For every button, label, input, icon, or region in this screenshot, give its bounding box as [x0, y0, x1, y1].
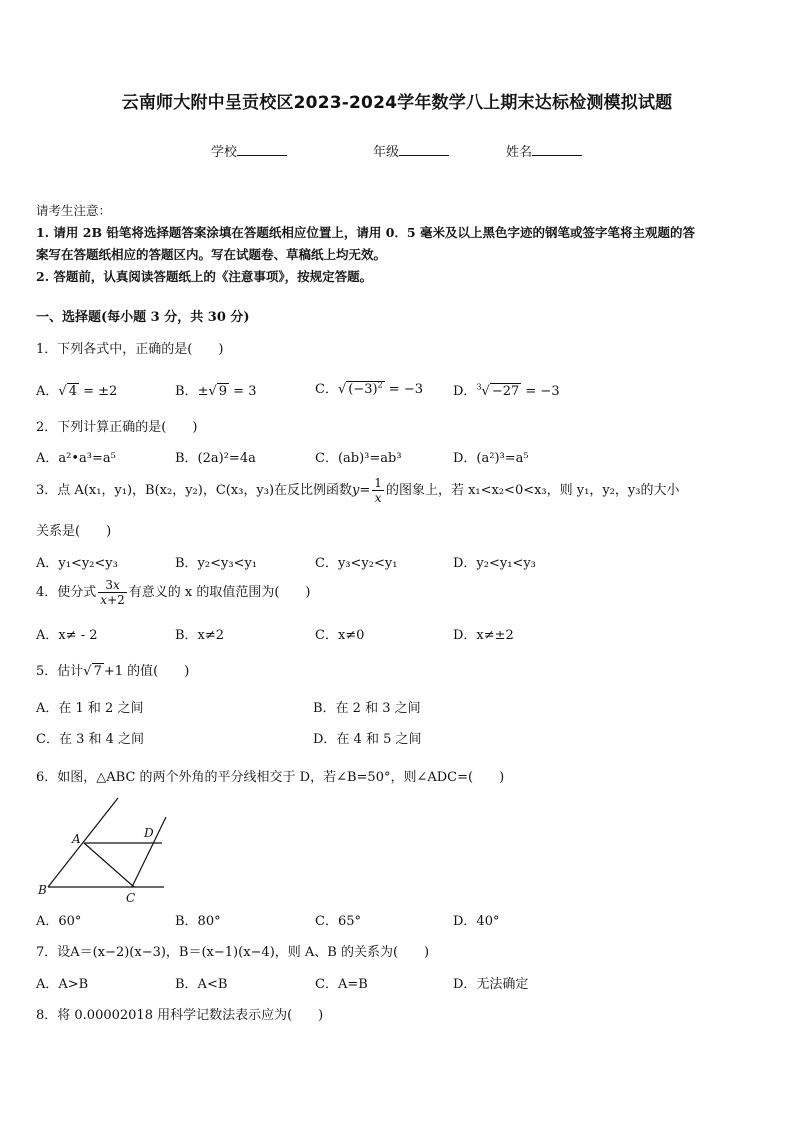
q4-stem: 4．使分式 $\frac{3x}{x+2}$ 有意义的 x 的取值范围为( ) [36, 578, 311, 607]
triangle-figure [36, 795, 176, 905]
grade-label: 年级 [373, 145, 400, 160]
notice-item-2: 2. 答题前，认真阅读答题纸上的《注意事项》，按规定答题。 [36, 269, 373, 284]
q5-option-d[interactable]: D．在 4 和 5 之间 [313, 732, 422, 747]
page-title: 云南师大附中呈贡校区2023-2024学年数学八上期末达标检测模拟试题 [121, 93, 673, 113]
sqrt-4: √ 4 [58, 384, 77, 399]
section-heading: 一、选择题(每小题 3 分，共 30 分) [36, 310, 250, 325]
notice-item-1a: 1. 请用 2B 铅笔将选择题答案涂填在答题纸相应位置上，请用 0．5 毫米及以上黑色字迹的钢笔或签字笔将主观题的答 [36, 225, 695, 240]
q3-stem: 3．点 A(x₁，y₁)，B(x₂，y₂)，C(x₃，y₃)在反比例函数y= $\frac{1}{x}$ 的图象上，若 x₁<x₂<0<x₃，则 y₁，y₂，y₃的大小 [36, 476, 680, 505]
label-c: C [126, 891, 136, 905]
q5-option-c[interactable]: C．在 3 和 4 之间 [36, 732, 145, 747]
notice-heading: 请考生注意： [36, 203, 112, 218]
q6-stem: 6．如图，△ABC 的两个外角的平分线相交于 D，若∠B=50°，则∠ADC=( ) [36, 770, 505, 785]
q1-option-b[interactable]: B．±√ 9 = 3 [175, 384, 257, 399]
name-label: 姓名 [506, 145, 533, 160]
q7-option-d[interactable]: D．无法确定 [453, 977, 529, 992]
q4-option-d[interactable]: D．x≠±2 [453, 628, 514, 643]
fraction-3x-over-x-plus-2: $\frac{3x}{x+2}$ [100, 578, 125, 607]
sqrt-7: √ 7 [83, 664, 102, 679]
q6-option-b[interactable]: B．80° [175, 914, 221, 929]
q3-option-a[interactable]: A．y₁<y₂<y₃ [36, 556, 118, 571]
q5-option-b[interactable]: B．在 2 和 3 之间 [313, 701, 421, 716]
q1-option-c[interactable]: C．√ $(-3)^2 = -3$ [315, 380, 423, 397]
q6-option-d[interactable]: D．40° [453, 914, 500, 929]
label-d: D [144, 826, 154, 840]
q2-option-b[interactable]: B．(2a)²=4a [175, 451, 256, 466]
sqrt-neg3-squared: √ $(-3)^2$ [337, 380, 383, 397]
notice-block [36, 200, 760, 288]
q7-option-c[interactable]: C．A=B [315, 977, 368, 992]
grade-blank[interactable] [399, 143, 449, 156]
q7-stem: 7．设A＝(x−2)(x−3)，B＝(x−1)(x−4)，则 A、B 的关系为( ) [36, 945, 430, 960]
label-a: A [72, 832, 81, 846]
q6-option-c[interactable]: C．65° [315, 914, 361, 929]
grade-field[interactable] [373, 141, 449, 160]
label-b: B [38, 883, 47, 897]
q2-option-a[interactable]: A．a²•a³=a⁵ [36, 451, 116, 466]
q4-option-c[interactable]: C．x≠0 [315, 628, 365, 643]
q4-option-b[interactable]: B．x≠2 [175, 628, 225, 643]
name-field[interactable] [506, 141, 582, 160]
notice-item-1b: 案写在答题纸相应的答题区内。写在试题卷、草稿纸上均无效。 [36, 247, 387, 262]
q1-stem: 1．下列各式中，正确的是( ) [36, 342, 224, 357]
cbrt-neg27: $^3$√ −27 [476, 382, 520, 399]
name-blank[interactable] [532, 143, 582, 156]
q2-option-d[interactable]: D．(a²)³=a⁵ [453, 451, 529, 466]
q2-stem: 2．下列计算正确的是( ) [36, 420, 198, 435]
school-label: 学校 [211, 145, 238, 160]
q5-option-a[interactable]: A．在 1 和 2 之间 [36, 701, 144, 716]
q8-stem: 8．将 0.00002018 用科学记数法表示应为( ) [36, 1008, 324, 1023]
q3-option-b[interactable]: B．y₂<y₃<y₁ [175, 556, 258, 571]
q1-option-d[interactable]: D．$^3$√ −27 = −3 [453, 382, 560, 399]
q6-option-a[interactable]: A．60° [36, 914, 82, 929]
line-ac [84, 843, 134, 887]
q3-option-d[interactable]: D．y₂<y₁<y₃ [453, 556, 536, 571]
q2-option-c[interactable]: C．(ab)³=ab³ [315, 451, 402, 466]
school-blank[interactable] [237, 143, 287, 156]
school-field[interactable] [211, 141, 287, 160]
pm-sqrt-9: ±√ 9 [197, 384, 228, 399]
fraction-1-over-x: $\frac{1}{x}$ [374, 476, 382, 505]
q4-option-a[interactable]: A．x≠ - 2 [36, 628, 98, 643]
q3-option-c[interactable]: C．y₃<y₂<y₁ [315, 556, 398, 571]
q7-option-a[interactable]: A．A>B [36, 977, 89, 992]
q3-stem-line2: 关系是( ) [36, 524, 112, 539]
q7-option-b[interactable]: B．A<B [175, 977, 228, 992]
q1-option-a[interactable]: A．√ 4 = ±2 [36, 384, 118, 399]
q5-stem: 5．估计√ 7 +1 的值( ) [36, 664, 190, 679]
student-info-row [0, 141, 794, 159]
